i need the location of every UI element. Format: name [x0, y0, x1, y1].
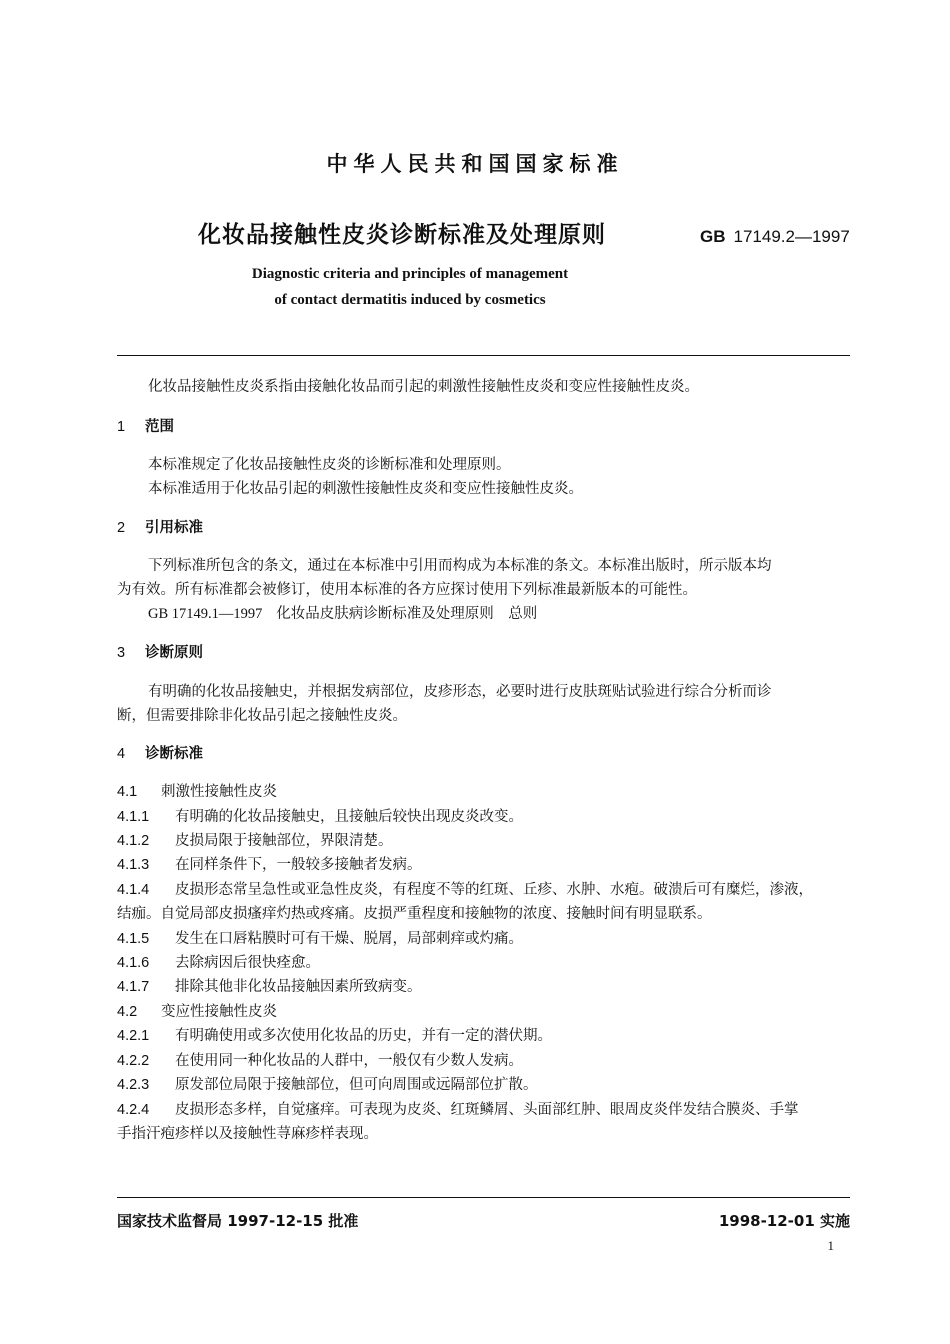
section-number: 1 — [117, 419, 126, 435]
section-1-heading — [117, 415, 174, 436]
clause-text: 变应性接触性皮炎 — [161, 1004, 277, 1020]
approval-date: 国家技术监督局 1997-12-15 批准 — [117, 1212, 359, 1230]
document-title-cn: 化妆品接触性皮炎诊断标准及处理原则 — [198, 222, 606, 248]
clause-text: 皮损形态常呈急性或亚急性皮炎，有程度不等的红斑、丘疹、水肿、水疱。破溃后可有糜烂，渗液， — [175, 882, 813, 898]
clause-4-2-4-continued: 手指汗疱疹样以及接触性荨麻疹样表现。 — [117, 1126, 378, 1142]
clause-number: 4.2.1 — [117, 1028, 150, 1044]
clause-number: 4.1.6 — [117, 955, 150, 971]
clause-4-1-1 — [117, 805, 523, 826]
clause-4-1-3 — [117, 853, 422, 874]
intro-paragraph: 化妆品接触性皮炎系指由接触化妆品而引起的刺激性接触性皮炎和变应性接触性皮炎。 — [148, 379, 699, 395]
clause-4-1 — [117, 780, 277, 801]
section-3-paragraph-line2: 断，但需要排除非化妆品引起之接触性皮炎。 — [117, 708, 407, 724]
clause-4-1-2 — [117, 829, 393, 850]
referenced-standard — [148, 602, 537, 623]
clause-text: 在使用同一种化妆品的人群中，一般仅有少数人发病。 — [175, 1053, 523, 1069]
standard-code-number: 17149.2—1997 — [733, 227, 850, 246]
clause-4-1-5 — [117, 927, 523, 948]
clause-text: 去除病因后很快痊愈。 — [175, 955, 320, 971]
clause-text: 有明确使用或多次使用化妆品的历史，并有一定的潜伏期。 — [175, 1028, 552, 1044]
section-2-paragraph-line2: 为有效。所有标准都会被修订，使用本标准的各方应探讨使用下列标准最新版本的可能性。 — [117, 582, 697, 598]
referenced-standard-code: GB 17149.1—1997 — [148, 606, 263, 622]
document-title-en-line1: Diagnostic criteria and principles of management — [251, 266, 569, 282]
section-2-heading — [117, 516, 203, 537]
section-4-heading — [117, 742, 203, 763]
section-number: 4 — [117, 746, 126, 762]
clause-text: 排除其他非化妆品接触因素所致病变。 — [175, 979, 422, 995]
page-number: 1 — [827, 1238, 834, 1253]
bottom-divider — [117, 1197, 850, 1198]
standard-code — [700, 227, 850, 247]
clause-number: 4.2 — [117, 1004, 138, 1020]
document-title-en-line2: of contact dermatitis induced by cosmetics — [274, 292, 546, 308]
section-number: 3 — [117, 645, 126, 661]
clause-text: 原发部位局限于接触部位，但可向周围或远隔部位扩散。 — [175, 1077, 538, 1093]
section-1-paragraph-2: 本标准适用于化妆品引起的刺激性接触性皮炎和变应性接触性皮炎。 — [148, 481, 583, 497]
section-number: 2 — [117, 520, 126, 536]
clause-number: 4.1.3 — [117, 857, 150, 873]
section-label: 诊断原则 — [145, 645, 203, 661]
clause-4-2-3 — [117, 1073, 538, 1094]
clause-text: 有明确的化妆品接触史，且接触后较快出现皮炎改变。 — [175, 809, 523, 825]
clause-4-2-2 — [117, 1049, 523, 1070]
section-3-heading — [117, 641, 203, 662]
clause-number: 4.1.4 — [117, 882, 150, 898]
section-1-paragraph-1: 本标准规定了化妆品接触性皮炎的诊断标准和处理原则。 — [148, 457, 511, 473]
clause-4-2 — [117, 1000, 277, 1021]
document-header: 中华人民共和国国家标准 — [326, 152, 624, 176]
clause-4-2-4 — [117, 1098, 799, 1119]
section-3-paragraph-line1: 有明确的化妆品接触史，并根据发病部位，皮疹形态，必要时进行皮肤斑贴试验进行综合分析而诊 — [148, 684, 772, 700]
section-label: 引用标准 — [145, 520, 203, 536]
section-label: 范围 — [145, 419, 174, 435]
clause-number: 4.1.7 — [117, 979, 150, 995]
clause-4-1-7 — [117, 975, 422, 996]
clause-number: 4.1 — [117, 784, 138, 800]
clause-4-1-6 — [117, 951, 320, 972]
clause-number: 4.2.2 — [117, 1053, 150, 1069]
clause-number: 4.1.2 — [117, 833, 150, 849]
clause-text: 发生在口唇粘膜时可有干燥、脱屑，局部刺痒或灼痛。 — [175, 931, 523, 947]
clause-4-1-4 — [117, 878, 813, 899]
standard-code-prefix: GB — [700, 227, 726, 246]
section-label: 诊断标准 — [145, 746, 203, 762]
clause-text: 刺激性接触性皮炎 — [161, 784, 277, 800]
section-2-paragraph-line1: 下列标准所包含的条文，通过在本标准中引用而构成为本标准的条文。本标准出版时，所示版本均 — [148, 558, 772, 574]
clause-4-2-1 — [117, 1024, 552, 1045]
clause-number: 4.2.3 — [117, 1077, 150, 1093]
top-divider — [117, 355, 850, 356]
effective-date: 1998-12-01 实施 — [718, 1212, 850, 1230]
clause-number: 4.1.1 — [117, 809, 150, 825]
referenced-standard-title: 化妆品皮肤病诊断标准及处理原则 总则 — [276, 606, 538, 622]
clause-number: 4.2.4 — [117, 1102, 150, 1118]
clause-text: 皮损形态多样，自觉瘙痒。可表现为皮炎、红斑鳞屑、头面部红肿、眼周皮炎伴发结合膜炎、手掌 — [175, 1102, 799, 1118]
clause-number: 4.1.5 — [117, 931, 150, 947]
clause-text: 皮损局限于接触部位，界限清楚。 — [175, 833, 393, 849]
clause-4-1-4-continued: 结痂。自觉局部皮损瘙痒灼热或疼痛。皮损严重程度和接触物的浓度、接触时间有明显联系。 — [117, 906, 712, 922]
clause-text: 在同样条件下，一般较多接触者发病。 — [175, 857, 422, 873]
